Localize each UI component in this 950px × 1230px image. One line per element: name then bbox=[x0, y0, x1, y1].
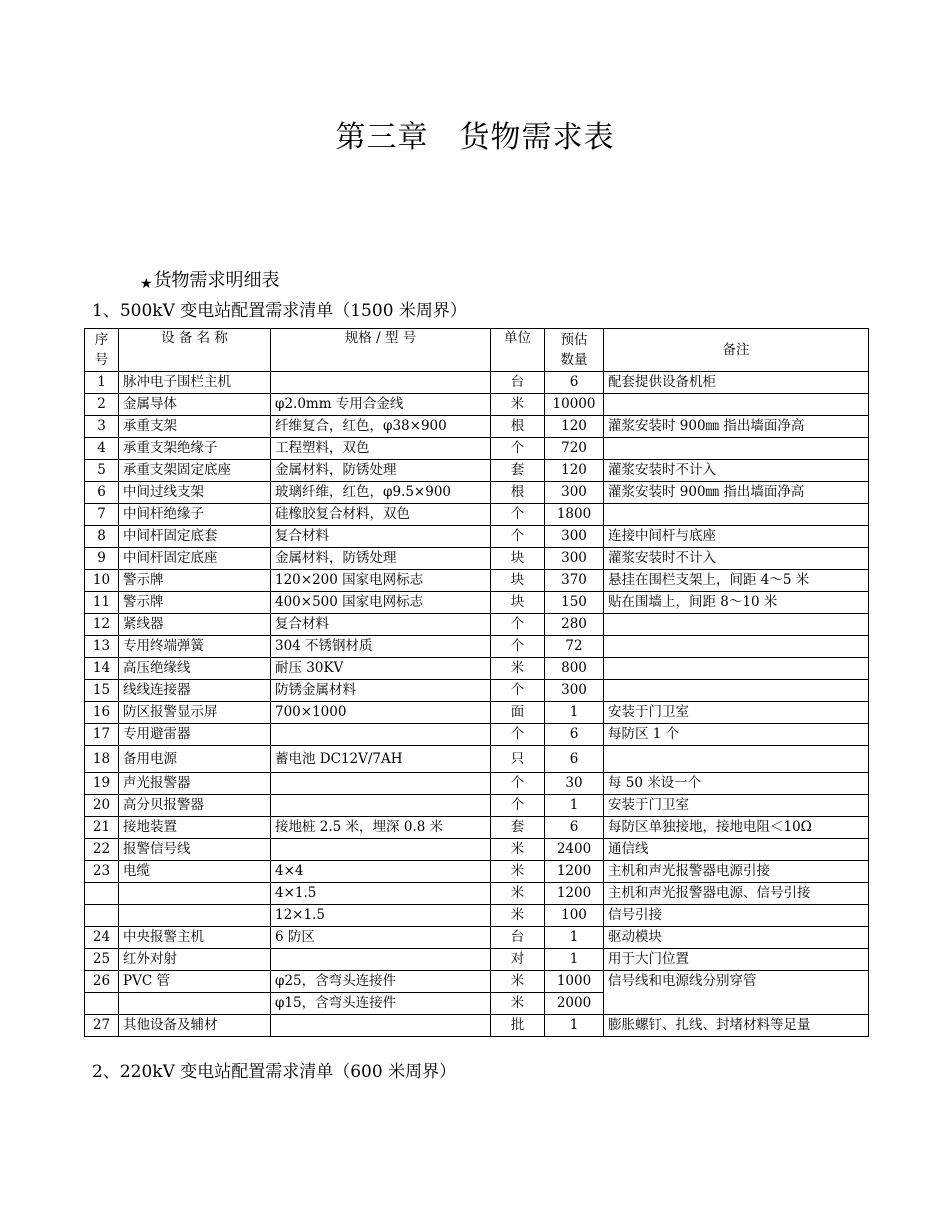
cell-name: 中间杆绝缘子 bbox=[119, 504, 271, 526]
cell-spec: 6 防区 bbox=[271, 927, 491, 949]
cell-name: 备用电源 bbox=[119, 746, 271, 773]
table-row bbox=[85, 795, 869, 817]
cell-idx: 16 bbox=[85, 702, 119, 724]
table-row bbox=[85, 883, 869, 905]
cell-unit: 块 bbox=[491, 548, 545, 570]
cell-note: 用于大门位置 bbox=[604, 949, 869, 971]
header-unit: 单位 bbox=[491, 329, 545, 372]
table-row bbox=[85, 394, 869, 416]
cell-note: 主机和声光报警器电源、信号引接 bbox=[604, 883, 869, 905]
table-row bbox=[85, 570, 869, 592]
cell-name bbox=[119, 905, 271, 927]
requirements-table bbox=[84, 328, 869, 1037]
cell-idx: 18 bbox=[85, 746, 119, 773]
cell-qty: 300 bbox=[545, 482, 604, 504]
cell-spec: 硅橡胶复合材料，双色 bbox=[271, 504, 491, 526]
cell-name: 专用避雷器 bbox=[119, 724, 271, 746]
table-row bbox=[85, 680, 869, 702]
cell-qty: 1200 bbox=[545, 861, 604, 883]
cell-note: 悬挂在围栏支架上，间距 4～5 米 bbox=[604, 570, 869, 592]
cell-idx: 12 bbox=[85, 614, 119, 636]
cell-qty: 1 bbox=[545, 927, 604, 949]
header-note: 备注 bbox=[604, 329, 869, 372]
table-row bbox=[85, 438, 869, 460]
cell-name: 高分贝报警器 bbox=[119, 795, 271, 817]
cell-spec bbox=[271, 1015, 491, 1037]
table-row bbox=[85, 614, 869, 636]
cell-qty: 1800 bbox=[545, 504, 604, 526]
cell-spec: 复合材料 bbox=[271, 526, 491, 548]
cell-qty: 6 bbox=[545, 724, 604, 746]
cell-note: 安装于门卫室 bbox=[604, 702, 869, 724]
cell-qty: 10000 bbox=[545, 394, 604, 416]
cell-qty: 30 bbox=[545, 773, 604, 795]
cell-qty: 1 bbox=[545, 702, 604, 724]
cell-idx: 17 bbox=[85, 724, 119, 746]
star-icon: ★ bbox=[140, 276, 153, 292]
cell-idx bbox=[85, 905, 119, 927]
cell-idx: 2 bbox=[85, 394, 119, 416]
cell-note: 灌浆安装时不计入 bbox=[604, 548, 869, 570]
cell-spec: 纤维复合，红色，φ38×900 bbox=[271, 416, 491, 438]
cell-name: 声光报警器 bbox=[119, 773, 271, 795]
table-row bbox=[85, 949, 869, 971]
cell-note bbox=[604, 636, 869, 658]
cell-spec bbox=[271, 773, 491, 795]
subtitle-text: 货物需求明细表 bbox=[153, 270, 280, 291]
cell-name: 中间过线支架 bbox=[119, 482, 271, 504]
table-row bbox=[85, 905, 869, 927]
cell-idx: 14 bbox=[85, 658, 119, 680]
header-idx: 序 号 bbox=[85, 329, 119, 372]
cell-qty: 6 bbox=[545, 817, 604, 839]
cell-idx: 6 bbox=[85, 482, 119, 504]
cell-spec: 金属材料，防锈处理 bbox=[271, 548, 491, 570]
cell-note bbox=[604, 658, 869, 680]
cell-qty: 2400 bbox=[545, 839, 604, 861]
cell-idx: 10 bbox=[85, 570, 119, 592]
table-row bbox=[85, 372, 869, 394]
cell-name: 中间杆固定底座 bbox=[119, 548, 271, 570]
cell-qty: 300 bbox=[545, 548, 604, 570]
table-row bbox=[85, 1015, 869, 1037]
cell-idx: 19 bbox=[85, 773, 119, 795]
cell-note: 膨胀螺钉、扎线、封堵材料等足量 bbox=[604, 1015, 869, 1037]
cell-name: 高压绝缘线 bbox=[119, 658, 271, 680]
cell-idx: 25 bbox=[85, 949, 119, 971]
cell-unit: 对 bbox=[491, 949, 545, 971]
table-row bbox=[85, 702, 869, 724]
cell-qty: 6 bbox=[545, 746, 604, 773]
cell-unit: 个 bbox=[491, 680, 545, 702]
cell-unit: 套 bbox=[491, 817, 545, 839]
cell-name: 金属导体 bbox=[119, 394, 271, 416]
cell-unit: 面 bbox=[491, 702, 545, 724]
cell-qty: 1000 bbox=[545, 971, 604, 993]
cell-idx: 11 bbox=[85, 592, 119, 614]
cell-qty: 150 bbox=[545, 592, 604, 614]
cell-name: PVC 管 bbox=[119, 971, 271, 993]
cell-name: 承重支架 bbox=[119, 416, 271, 438]
cell-spec bbox=[271, 724, 491, 746]
cell-spec: 700×1000 bbox=[271, 702, 491, 724]
cell-name: 红外对射 bbox=[119, 949, 271, 971]
section-2-heading: 2、220kV 变电站配置需求清单（600 米周界） bbox=[92, 1062, 457, 1082]
table-row bbox=[85, 971, 869, 993]
cell-spec: 接地桩 2.5 米，埋深 0.8 米 bbox=[271, 817, 491, 839]
cell-spec bbox=[271, 839, 491, 861]
cell-note bbox=[604, 394, 869, 416]
cell-unit: 个 bbox=[491, 504, 545, 526]
table-row bbox=[85, 504, 869, 526]
header-spec: 规格 / 型 号 bbox=[271, 329, 491, 372]
table-row bbox=[85, 724, 869, 746]
cell-spec bbox=[271, 372, 491, 394]
cell-name: 报警信号线 bbox=[119, 839, 271, 861]
cell-name: 防区报警显示屏 bbox=[119, 702, 271, 724]
cell-qty: 720 bbox=[545, 438, 604, 460]
cell-note: 每防区单独接地，接地电阻＜10Ω bbox=[604, 817, 869, 839]
cell-qty: 370 bbox=[545, 570, 604, 592]
cell-qty: 120 bbox=[545, 416, 604, 438]
cell-idx: 26 bbox=[85, 971, 119, 993]
cell-idx: 21 bbox=[85, 817, 119, 839]
cell-name: 承重支架固定底座 bbox=[119, 460, 271, 482]
cell-spec: 金属材料，防锈处理 bbox=[271, 460, 491, 482]
table-row bbox=[85, 746, 869, 773]
cell-idx: 27 bbox=[85, 1015, 119, 1037]
header-qty: 预估 数量 bbox=[545, 329, 604, 372]
cell-qty: 72 bbox=[545, 636, 604, 658]
cell-unit: 米 bbox=[491, 971, 545, 993]
cell-note: 通信线 bbox=[604, 839, 869, 861]
cell-spec: φ25，含弯头连接件 bbox=[271, 971, 491, 993]
cell-name: 中间杆固定底套 bbox=[119, 526, 271, 548]
cell-idx: 23 bbox=[85, 861, 119, 883]
cell-qty: 800 bbox=[545, 658, 604, 680]
cell-unit: 个 bbox=[491, 795, 545, 817]
cell-unit: 米 bbox=[491, 394, 545, 416]
cell-idx: 24 bbox=[85, 927, 119, 949]
cell-idx: 3 bbox=[85, 416, 119, 438]
cell-idx bbox=[85, 883, 119, 905]
cell-qty: 300 bbox=[545, 680, 604, 702]
cell-note bbox=[604, 680, 869, 702]
cell-idx bbox=[85, 993, 119, 1015]
page-title: 第三章 货物需求表 bbox=[335, 120, 615, 155]
cell-note: 驱动模块 bbox=[604, 927, 869, 949]
cell-name: 脉冲电子围栏主机 bbox=[119, 372, 271, 394]
table-row bbox=[85, 548, 869, 570]
cell-unit: 米 bbox=[491, 658, 545, 680]
header-name: 设 备 名 称 bbox=[119, 329, 271, 372]
cell-spec: 4×1.5 bbox=[271, 883, 491, 905]
cell-name: 线线连接器 bbox=[119, 680, 271, 702]
table-row bbox=[85, 817, 869, 839]
cell-idx: 15 bbox=[85, 680, 119, 702]
cell-name: 中央报警主机 bbox=[119, 927, 271, 949]
cell-name bbox=[119, 883, 271, 905]
cell-qty: 300 bbox=[545, 526, 604, 548]
cell-name: 警示牌 bbox=[119, 570, 271, 592]
cell-unit: 米 bbox=[491, 883, 545, 905]
table-row bbox=[85, 927, 869, 949]
cell-qty: 1200 bbox=[545, 883, 604, 905]
cell-unit: 米 bbox=[491, 839, 545, 861]
cell-idx: 8 bbox=[85, 526, 119, 548]
cell-note: 安装于门卫室 bbox=[604, 795, 869, 817]
cell-spec: 防锈金属材料 bbox=[271, 680, 491, 702]
cell-note: 每防区 1 个 bbox=[604, 724, 869, 746]
cell-qty: 6 bbox=[545, 372, 604, 394]
cell-spec: 12×1.5 bbox=[271, 905, 491, 927]
table-row bbox=[85, 416, 869, 438]
table-row bbox=[85, 773, 869, 795]
cell-unit: 个 bbox=[491, 636, 545, 658]
table-row bbox=[85, 636, 869, 658]
cell-spec: 复合材料 bbox=[271, 614, 491, 636]
cell-idx: 13 bbox=[85, 636, 119, 658]
cell-unit: 台 bbox=[491, 372, 545, 394]
cell-spec: 4×4 bbox=[271, 861, 491, 883]
cell-name: 紧线器 bbox=[119, 614, 271, 636]
cell-unit: 批 bbox=[491, 1015, 545, 1037]
cell-spec: 400×500 国家电网标志 bbox=[271, 592, 491, 614]
cell-unit: 块 bbox=[491, 570, 545, 592]
cell-note: 贴在围墙上，间距 8～10 米 bbox=[604, 592, 869, 614]
cell-note bbox=[604, 438, 869, 460]
table-row bbox=[85, 592, 869, 614]
cell-note bbox=[604, 614, 869, 636]
cell-unit: 个 bbox=[491, 526, 545, 548]
table-row bbox=[85, 526, 869, 548]
cell-unit: 个 bbox=[491, 438, 545, 460]
cell-qty: 280 bbox=[545, 614, 604, 636]
cell-qty: 120 bbox=[545, 460, 604, 482]
cell-unit: 根 bbox=[491, 482, 545, 504]
cell-note bbox=[604, 504, 869, 526]
cell-qty: 100 bbox=[545, 905, 604, 927]
cell-note: 连接中间杆与底座 bbox=[604, 526, 869, 548]
cell-unit: 米 bbox=[491, 861, 545, 883]
cell-unit: 根 bbox=[491, 416, 545, 438]
cell-spec: 玻璃纤维，红色，φ9.5×900 bbox=[271, 482, 491, 504]
cell-name: 警示牌 bbox=[119, 592, 271, 614]
cell-note: 配套提供设备机柜 bbox=[604, 372, 869, 394]
cell-unit: 米 bbox=[491, 905, 545, 927]
cell-name: 承重支架绝缘子 bbox=[119, 438, 271, 460]
cell-spec bbox=[271, 795, 491, 817]
cell-name: 电缆 bbox=[119, 861, 271, 883]
cell-unit: 块 bbox=[491, 592, 545, 614]
cell-qty: 2000 bbox=[545, 993, 604, 1015]
cell-unit: 米 bbox=[491, 993, 545, 1015]
cell-idx: 4 bbox=[85, 438, 119, 460]
table-row bbox=[85, 839, 869, 861]
cell-idx: 22 bbox=[85, 839, 119, 861]
cell-idx: 5 bbox=[85, 460, 119, 482]
cell-spec: 120×200 国家电网标志 bbox=[271, 570, 491, 592]
cell-qty: 1 bbox=[545, 1015, 604, 1037]
table-row bbox=[85, 658, 869, 680]
cell-idx: 1 bbox=[85, 372, 119, 394]
cell-note: 灌浆安装时不计入 bbox=[604, 460, 869, 482]
cell-spec: φ2.0mm 专用合金线 bbox=[271, 394, 491, 416]
cell-note: 灌浆安装时 900㎜ 指出墙面净高 bbox=[604, 416, 869, 438]
table-subtitle bbox=[140, 266, 280, 292]
cell-note: 每 50 米设一个 bbox=[604, 773, 869, 795]
cell-unit: 只 bbox=[491, 746, 545, 773]
cell-name: 专用终端弹簧 bbox=[119, 636, 271, 658]
cell-unit: 个 bbox=[491, 773, 545, 795]
cell-unit: 台 bbox=[491, 927, 545, 949]
table-row bbox=[85, 482, 869, 504]
cell-spec: φ15，含弯头连接件 bbox=[271, 993, 491, 1015]
cell-unit: 个 bbox=[491, 724, 545, 746]
cell-idx: 7 bbox=[85, 504, 119, 526]
cell-idx: 20 bbox=[85, 795, 119, 817]
cell-spec: 工程塑料，双色 bbox=[271, 438, 491, 460]
cell-spec: 耐压 30KV bbox=[271, 658, 491, 680]
cell-idx: 9 bbox=[85, 548, 119, 570]
cell-qty: 1 bbox=[545, 795, 604, 817]
cell-qty: 1 bbox=[545, 949, 604, 971]
cell-spec: 304 不锈钢材质 bbox=[271, 636, 491, 658]
cell-unit: 套 bbox=[491, 460, 545, 482]
cell-note: 主机和声光报警器电源引接 bbox=[604, 861, 869, 883]
section-1-heading: 1、500kV 变电站配置需求清单（1500 米周界） bbox=[92, 301, 467, 321]
cell-name bbox=[119, 993, 271, 1015]
cell-note: 灌浆安装时 900㎜ 指出墙面净高 bbox=[604, 482, 869, 504]
cell-name: 其他设备及辅材 bbox=[119, 1015, 271, 1037]
cell-note: 信号线和电源线分别穿管 bbox=[604, 971, 869, 1015]
table-row bbox=[85, 861, 869, 883]
cell-spec: 蓄电池 DC12V/7AH bbox=[271, 746, 491, 773]
cell-note: 信号引接 bbox=[604, 905, 869, 927]
cell-unit: 个 bbox=[491, 614, 545, 636]
table-row bbox=[85, 460, 869, 482]
cell-note bbox=[604, 746, 869, 773]
table-header-row bbox=[85, 329, 869, 372]
cell-name: 接地装置 bbox=[119, 817, 271, 839]
cell-spec bbox=[271, 949, 491, 971]
